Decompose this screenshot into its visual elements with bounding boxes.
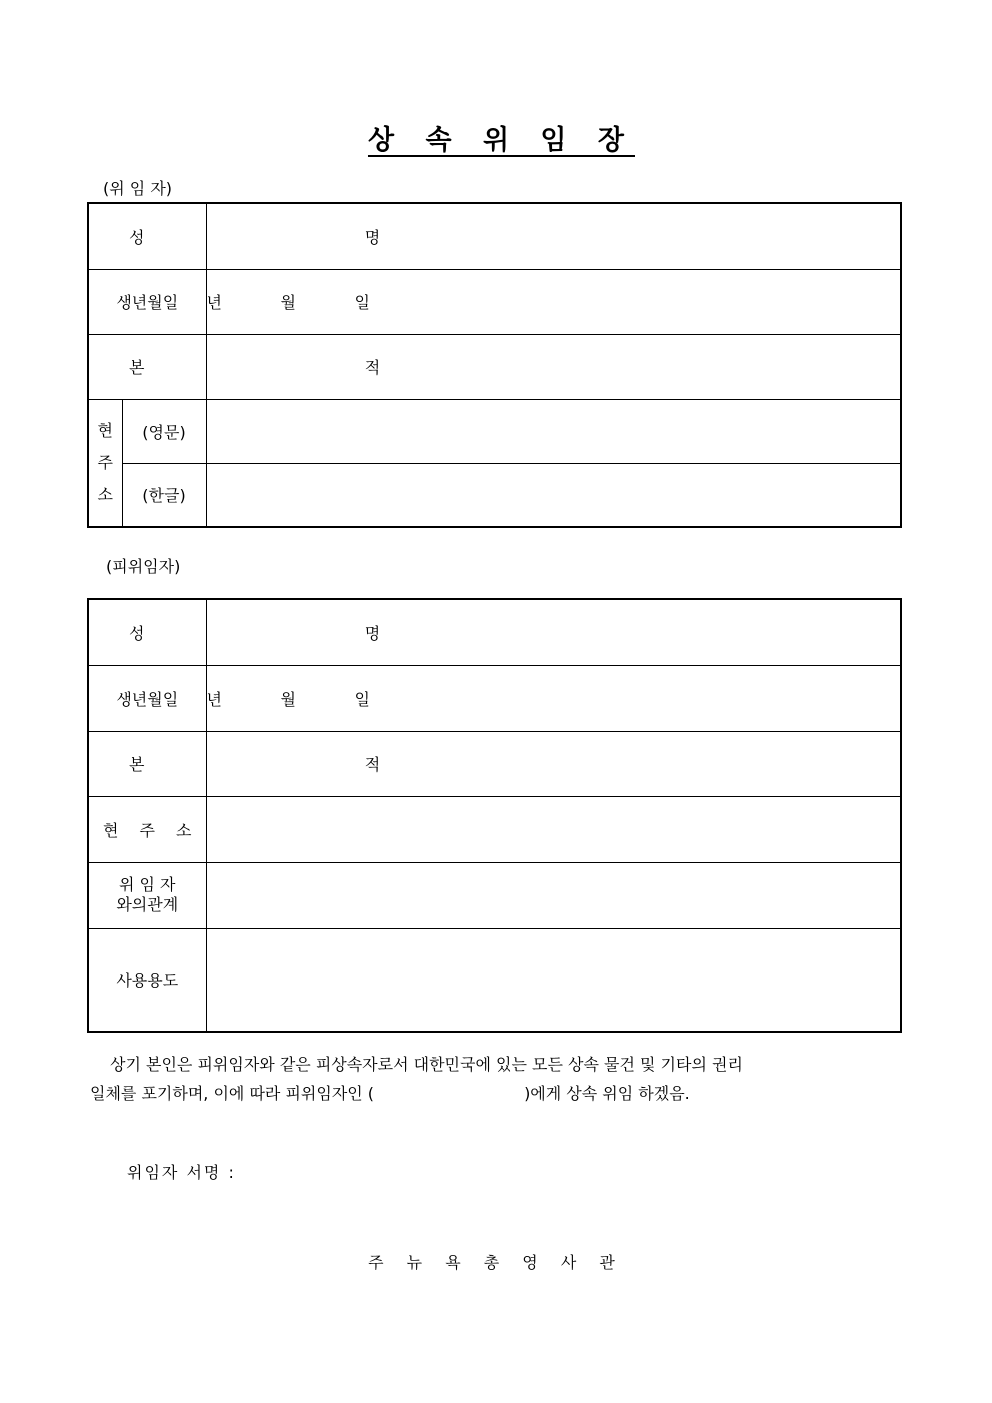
delegator-address-en-field[interactable] (206, 399, 901, 463)
delegate-address-label: 현 주 소 (88, 796, 206, 862)
statement-line-1: 상기 본인은 피위임자와 같은 피상속자로서 대한민국에 있는 모든 상속 물건 및 기타의 권리 (110, 1055, 743, 1074)
delegate-relation-label: 위 임 자 와의관계 (88, 862, 206, 928)
delegate-section-label: (피위임자) (106, 557, 181, 576)
delegate-table (87, 598, 902, 1033)
delegator-address-group-label: 현 주 소 (88, 399, 122, 527)
day-unit: 일 (354, 293, 370, 312)
day-unit: 일 (354, 689, 370, 709)
delegator-address-en-label: (영문) (122, 399, 206, 463)
year-unit: 년 (206, 293, 222, 312)
delegate-dob-field[interactable] (206, 665, 901, 731)
delegate-purpose-field[interactable] (206, 928, 901, 1032)
document-title: 상 속 위 임 장 (367, 125, 635, 156)
delegate-name-label: 성 명 (88, 599, 206, 665)
delegator-dob-field[interactable] (206, 269, 901, 334)
delegate-domicile-label: 본 적 (88, 731, 206, 796)
statement (90, 1050, 902, 1108)
delegator-table (87, 202, 902, 528)
statement-line-2: 일체를 포기하며, 이에 따라 피위임자인 ( )에게 상속 위임 하겠음. (90, 1084, 690, 1103)
delegate-purpose-label: 사용용도 (88, 928, 206, 1032)
delegate-relation-field[interactable] (206, 862, 901, 928)
delegate-dob-label: 생년월일 (88, 665, 206, 731)
delegator-domicile-label: 본 적 (88, 334, 206, 399)
delegator-section-label: (위 임 자) (103, 179, 173, 198)
delegate-address-field[interactable] (206, 796, 901, 862)
delegator-dob-label: 생년월일 (88, 269, 206, 334)
year-unit: 년 (206, 689, 222, 709)
month-unit: 월 (280, 293, 296, 312)
consulate-name: 주 뉴 욕 총 영 사 관 (368, 1253, 624, 1272)
month-unit: 월 (280, 689, 296, 709)
delegator-address-ko-field[interactable] (206, 463, 901, 527)
delegator-name-label: 성 명 (88, 203, 206, 269)
signature-label: 위임자 서명 : (127, 1163, 236, 1182)
delegator-address-ko-label: (한글) (122, 463, 206, 527)
